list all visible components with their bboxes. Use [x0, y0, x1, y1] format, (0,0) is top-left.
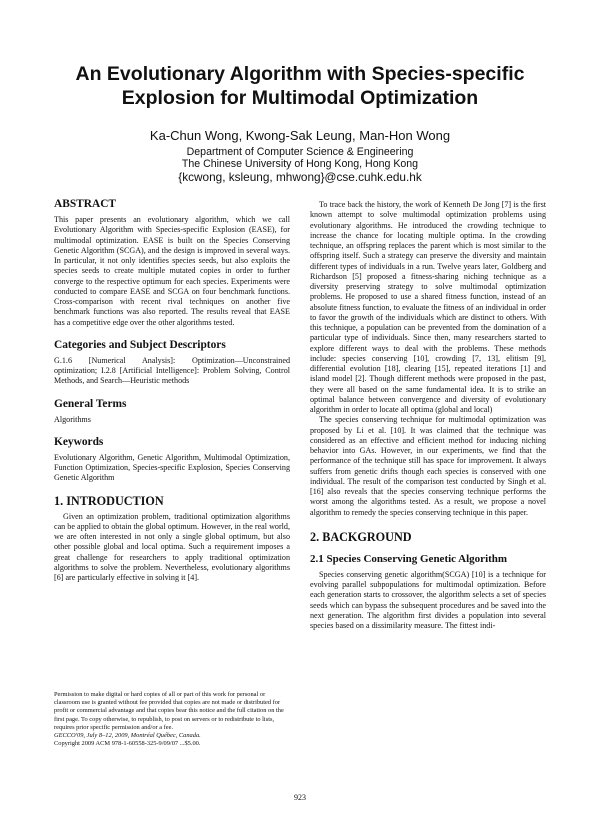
left-column: [54, 197, 290, 583]
affiliation-department: Department of Computer Science & Engineering: [186, 146, 414, 158]
title-line-1: An Evolutionary Algorithm with Species-specific: [75, 63, 525, 85]
author-emails: {kcwong, ksleung, mhwong}@cse.cuhk.edu.hk: [178, 170, 422, 184]
general-terms-heading: General Terms: [54, 397, 127, 410]
permission-text: Permission to make digital or hard copies of all or part of this work for personal or classroom use is granted without fee provided that copies are not made or distributed for profit or commercial advantage and that copies bear this notice and the full citation on the first page. To copy otherwise, to republish, to post on servers or to redistribute to lists, requires prior specific permission and/or a fee.: [54, 691, 284, 731]
right-column: [310, 200, 546, 631]
abstract-heading: ABSTRACT: [54, 198, 117, 210]
introduction-text: Given an optimization problem, traditional optimization algorithms can be applied to obtain the global optimum. However, in the real world, we are often interested in not only a single global optimum, but also other possible global and local optima. Such a requirement imposes a great challenge for researchers to apply traditional optimization algorithms to solve the problem. Nevertheless, evolutionary algorithms [6] are particularly effective in solving it [4].: [54, 511, 290, 582]
history-paragraph: To trace back the history, the work of Kenneth De Jong [7] is the first known attempt to solve multimodal optimization problems using evolutionary algorithms. He introduced the crowding technique to increase the chance for locating multiple optima. In the crowding technique, an offspring replaces the parent which is most similar to the offspring itself. Such a strategy can preserve the diversity and maintain different types of individuals in a run. Twelve years later, Goldberg and Richardson [5] proposed a fitness-sharing niching technique as a diversity preserving strategy to solve multimodal optimization problems. He proposed to use a shared fitness function, instead of an absolute fitness function, to evaluate the fitness of an individual in order to favor the growth of the individuals which are distinct to others. With this technique, a population can be prevented from the domination of a particular type of individuals. Since then, many researchers started to explore different ways to deal with the problems. These methods include: species conserving [10], crowding [7, 13], elitism [9], differential evolution [18], clearing [15], repeated iterations [1] and island model [2]. Though different methods were proposed in the past, they were all based on the same fundamental idea. It is to strike an optimal balance between convergence and diversity of evolutionary algorithm in order to locate all optima (global and local): [310, 200, 546, 414]
title-line-2: Explosion for Multimodal Optimization: [121, 87, 479, 109]
background-heading: 2. BACKGROUND: [310, 529, 412, 544]
paper-title: [40, 62, 560, 110]
page-number: 923: [294, 793, 306, 802]
abstract-text: This paper presents an evolutionary algorithm, which we call Evolutionary Algorithm with Species-specific Explosion (EASE), for multimodal optimization. EASE is built on the Species Conserving Genetic Algorithm (SCGA), and the design is improved in several ways. In particular, it not only identifies species seeds, but also exploits the species seeds to create multiple mutated copies in order to further converge to the respective optimum for each species. Experiments were conducted to compare EASE and SCGA on four benchmark functions. Cross-comparison with recent rival techniques on another five benchmark functions was also reported. The results reveal that EASE has a competitive edge over the other algorithms tested.: [54, 215, 290, 327]
keywords-heading: Keywords: [54, 435, 104, 448]
copyright-info: Copyright 2009 ACM 978-1-60558-325-9/09/07 ...$5.00.: [54, 740, 201, 748]
affiliation-university: The Chinese University of Hong Kong, Hong Kong: [181, 158, 419, 170]
author-list: Ka-Chun Wong, Kwong-Sak Leung, Man-Hon Wong: [149, 128, 451, 143]
permission-footnote: [54, 691, 290, 748]
scga-paragraph: Species conserving genetic algorithm(SCGA) [10] is a technique for evolving parallel subpopulations for multimodal optimization. Before each generation starts to crossover, the algorithm selects a set of species seeds which can bypass the subsequent procedures and be saved into the next generation. The algorithm first divides a population into several species based on a dissimilarity measure. The fittest indi-: [310, 569, 546, 630]
affiliation: [40, 146, 560, 184]
general-terms-text: Algorithms: [54, 414, 91, 424]
categories-text: G.1.6 [Numerical Analysis]: Optimization—Unconstrained optimization; I.2.8 [Artificial Intelligence]: Problem Solving, Control Methods, and Search—Heuristic methods: [54, 355, 290, 386]
scga-subheading: 2.1 Species Conserving Genetic Algorithm: [310, 552, 508, 565]
species-conserving-paragraph: The species conserving technique for multimodal optimization was proposed by Li et al. [10]. It was claimed that the technique was considered as an effective and efficient method for inducing niching behavior into GAs. However, in our experiments, we find that the performance of the technique still has space for improvement. It always suffers from genetic drifts though each species is conserved with one individual. The result of the comparison test conducted by Singh et al. [16] also reveals that the species conserving technique performs the worst among the algorithms tested. As a result, we propose a novel algorithm to remedy the species conserving technique in this paper.: [310, 415, 546, 517]
categories-heading: Categories and Subject Descriptors: [54, 338, 226, 351]
conference-info: GECCO'09, July 8–12, 2009, Montréal Québec, Canada.: [54, 732, 201, 740]
introduction-heading: 1. INTRODUCTION: [54, 493, 164, 508]
keywords-text: Evolutionary Algorithm, Genetic Algorithm, Multimodal Optimization, Function Optimization, Species-specific Explosion, Species Conserving Genetic Algorithm: [54, 452, 290, 483]
